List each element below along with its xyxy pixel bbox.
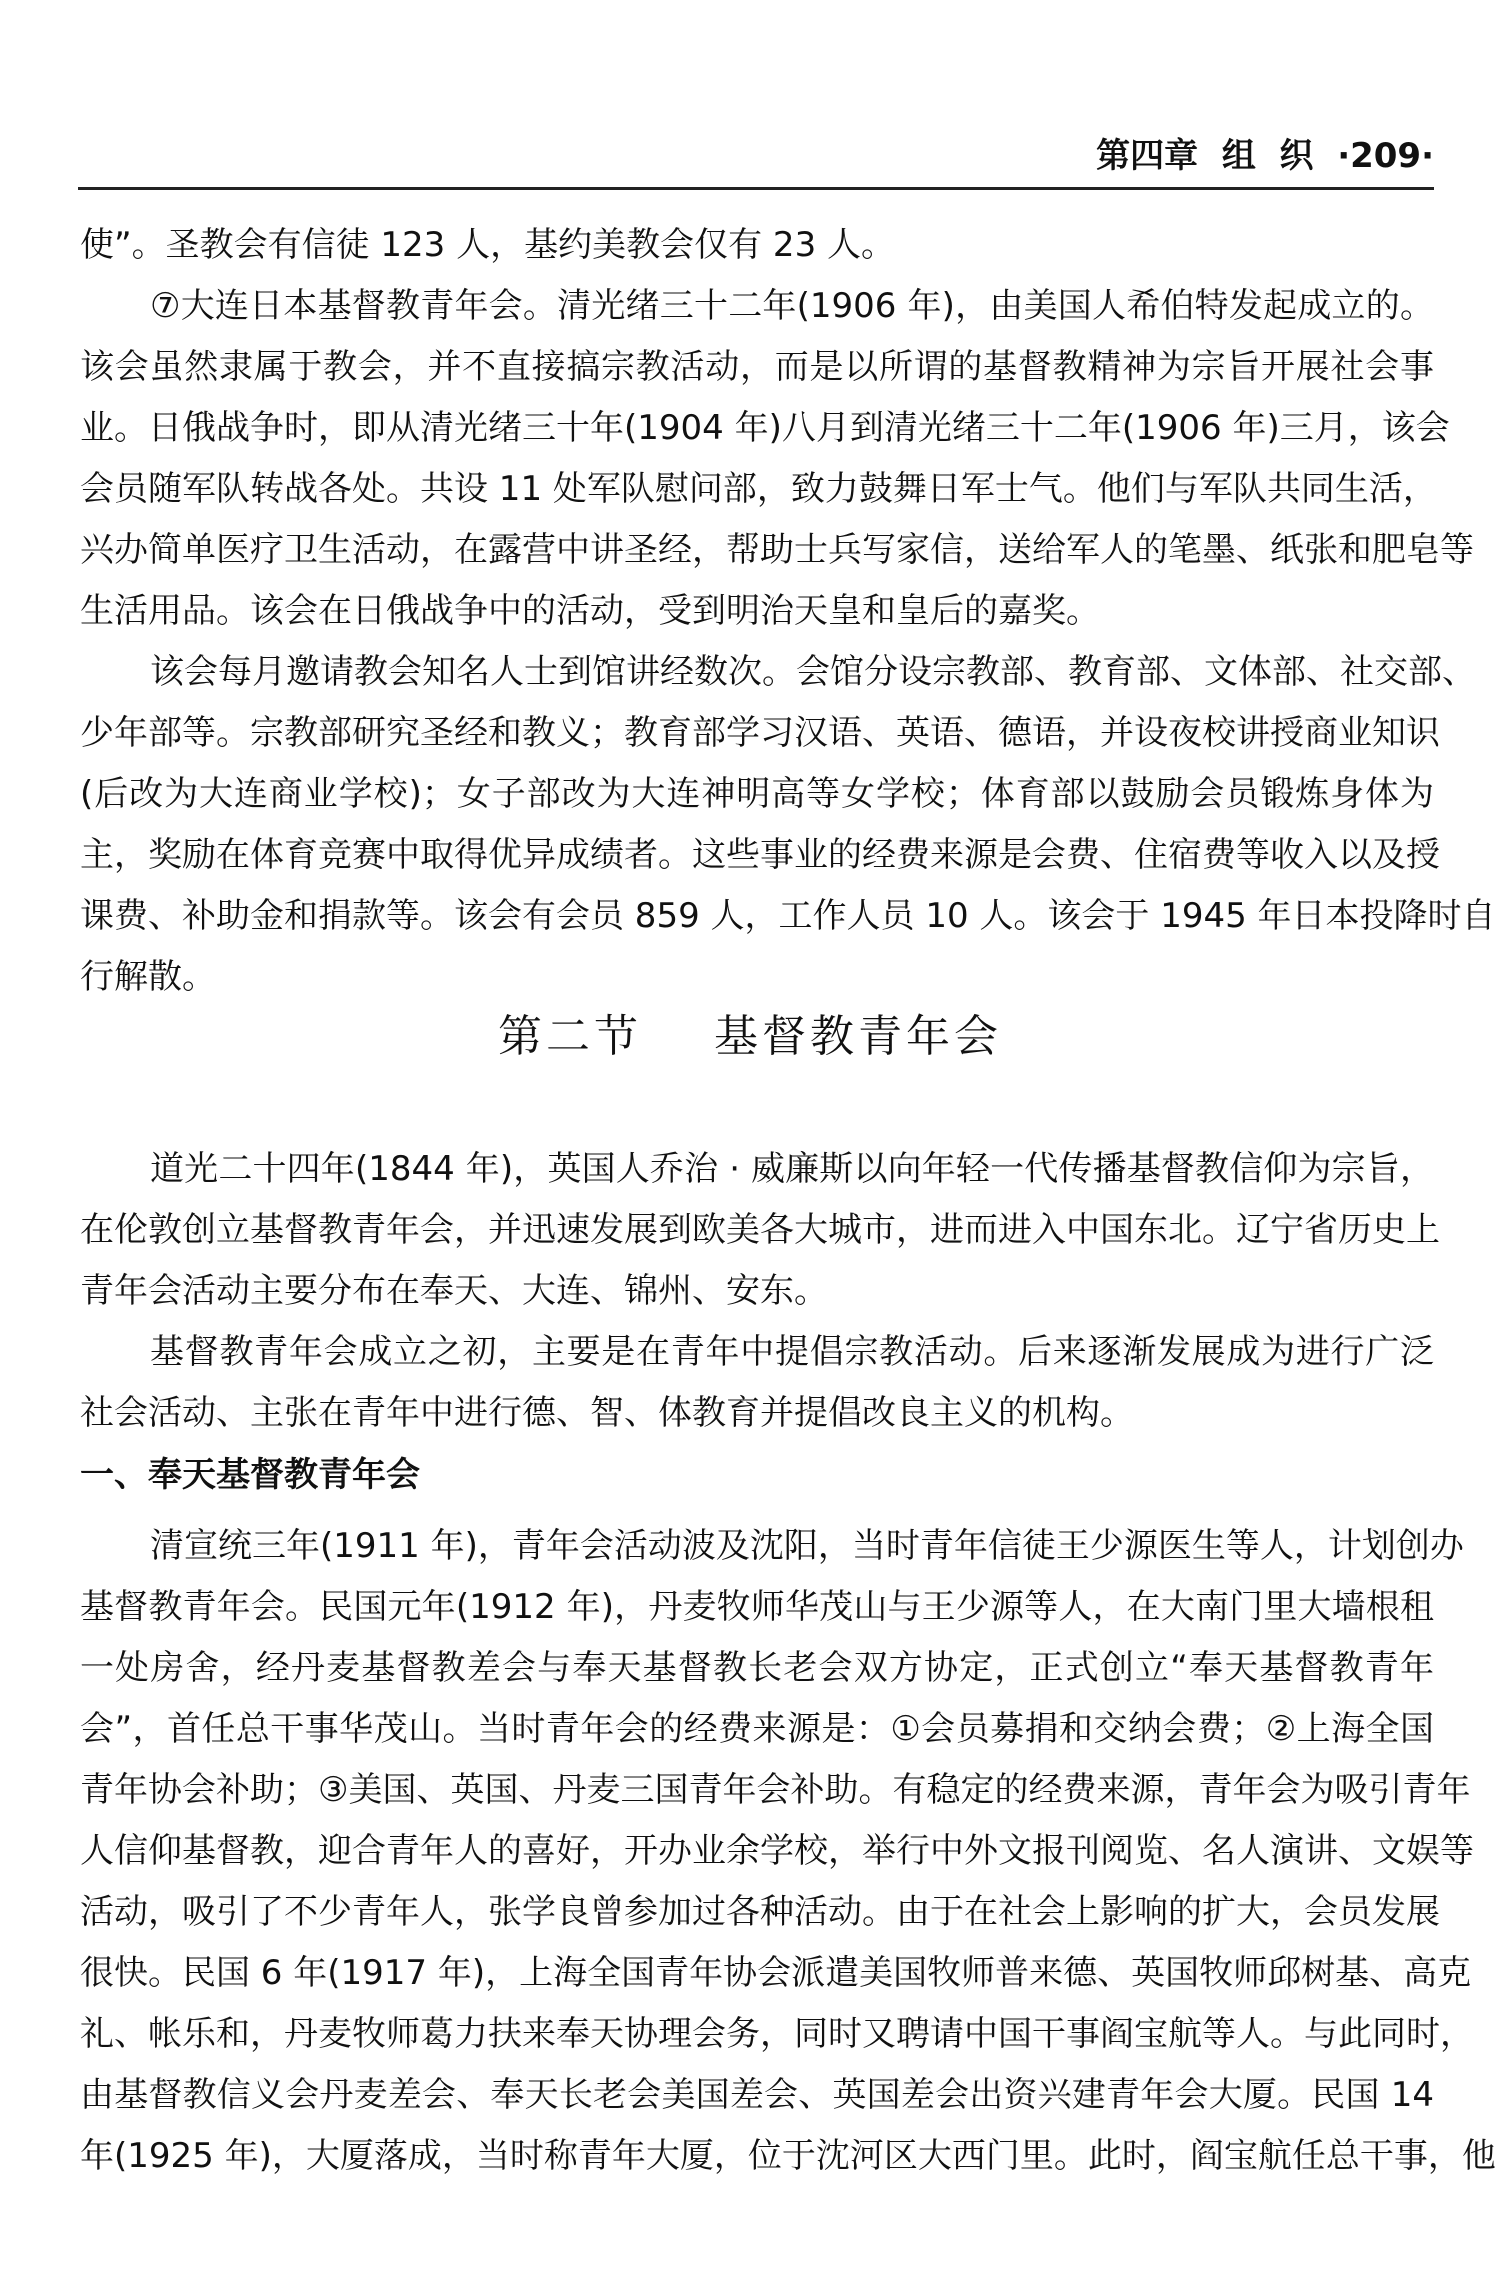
- text-line: 青年协会补助；③美国、英国、丹麦三国青年会补助。有稳定的经费来源，青年会为吸引青年: [80, 1770, 1471, 1810]
- text-line: 人信仰基督教，迎合青年人的喜好，开办业余学校，举行中外文报刊阅览、名人演讲、文娱等: [80, 1831, 1474, 1871]
- paragraph: [80, 215, 1434, 276]
- text-line: ⑦大连日本基督教青年会。清光绪三十二年(1906 年)，由美国人希伯特发起成立的。: [150, 286, 1434, 326]
- text-block-ymca-intro: [80, 1139, 1440, 1444]
- text-line: 一处房舍，经丹麦基督教差会与奉天基督教长老会双方协定，正式创立“奉天基督教青年: [80, 1648, 1434, 1688]
- text-line: 兴办简单医疗卫生活动，在露营中讲圣经，帮助士兵写家信，送给军人的笔墨、纸张和肥皂等: [80, 530, 1474, 570]
- section-title: 第二节 基督教青年会: [498, 1011, 1002, 1062]
- text-line: 在伦敦创立基督教青年会，并迅速发展到欧美各大城市，进而进入中国东北。辽宁省历史上: [80, 1210, 1440, 1250]
- paragraph: [80, 1322, 1434, 1444]
- text-line: 生活用品。该会在日俄战争中的活动，受到明治天皇和皇后的嘉奖。: [80, 591, 1100, 631]
- text-line: 清宣统三年(1911 年)，青年会活动波及沈阳，当时青年信徒王少源医生等人，计划创办: [150, 1526, 1464, 1566]
- text-block-fengtian-ymca: [80, 1516, 1496, 2187]
- text-line: 业。日俄战争时，即从清光绪三十年(1904 年)八月到清光绪三十二年(1906 年)三月，该会: [80, 408, 1450, 448]
- text-line: 由基督教信义会丹麦差会、奉天长老会美国差会、英国差会出资兴建青年会大厦。民国 14: [80, 2075, 1434, 2115]
- text-line: 行解散。: [80, 957, 216, 997]
- text-line: 该会每月邀请教会知名人士到馆讲经数次。会馆分设宗教部、教育部、文体部、社交部、: [150, 652, 1476, 692]
- paragraph: [80, 642, 1496, 1008]
- running-head: 第四章 组 织 ·209·: [1096, 136, 1434, 176]
- text-line: 基督教青年会。民国元年(1912 年)，丹麦牧师华茂山与王少源等人，在大南门里大墙根租: [80, 1587, 1434, 1627]
- text-line: 主，奖励在体育竞赛中取得优异成绩者。这些事业的经费来源是会费、住宿费等收入以及授: [80, 835, 1440, 875]
- text-line: (后改为大连商业学校)；女子部改为大连神明高等女学校；体育部以鼓励会员锻炼身体为: [80, 774, 1434, 814]
- text-line: 礼、帐乐和，丹麦牧师葛力扶来奉天协理会务，同时又聘请中国干事阎宝航等人。与此同时，: [80, 2014, 1474, 2054]
- text-line: 社会活动、主张在青年中进行德、智、体教育并提倡改良主义的机构。: [80, 1393, 1134, 1433]
- subheading: 一、奉天基督教青年会: [80, 1455, 420, 1495]
- text-line: 会”，首任总干事华茂山。当时青年会的经费来源是：①会员募捐和交纳会费；②上海全国: [80, 1709, 1434, 1749]
- text-line: 课费、补助金和捐款等。该会有会员 859 人，工作人员 10 人。该会于 1945 年日本投降时自: [80, 896, 1496, 936]
- text-line: 很快。民国 6 年(1917 年)，上海全国青年协会派遣美国牧师普来德、英国牧师邱树基、高克: [80, 1953, 1472, 1993]
- text-line: 该会虽然隶属于教会，并不直接搞宗教活动，而是以所谓的基督教精神为宗旨开展社会事: [80, 347, 1434, 387]
- paragraph: [80, 1139, 1440, 1322]
- text-line: 基督教青年会成立之初，主要是在青年中提倡宗教活动。后来逐渐发展成为进行广泛: [150, 1332, 1434, 1372]
- text-line: 会员随军队转战各处。共设 11 处军队慰问部，致力鼓舞日军士气。他们与军队共同生活，: [80, 469, 1437, 509]
- text-line: 使”。圣教会有信徒 123 人，基约美教会仅有 23 人。: [80, 225, 896, 265]
- text-line: 年(1925 年)，大厦落成，当时称青年大厦，位于沈河区大西门里。此时，阎宝航任总干事，他: [80, 2136, 1496, 2176]
- paragraph: [80, 1516, 1496, 2187]
- text-line: 活动，吸引了不少青年人，张学良曾参加过各种活动。由于在社会上影响的扩大，会员发展: [80, 1892, 1440, 1932]
- text-line: 青年会活动主要分布在奉天、大连、锦州、安东。: [80, 1271, 828, 1311]
- text-line: 道光二十四年(1844 年)，英国人乔治 · 威廉斯以向年轻一代传播基督教信仰为宗旨，: [150, 1149, 1434, 1189]
- text-block-yokohama-ymca: [80, 215, 1496, 1008]
- text-line: 少年部等。宗教部研究圣经和教义；教育部学习汉语、英语、德语，并设夜校讲授商业知识: [80, 713, 1440, 753]
- header-rule: [78, 187, 1434, 190]
- paragraph: [80, 276, 1474, 642]
